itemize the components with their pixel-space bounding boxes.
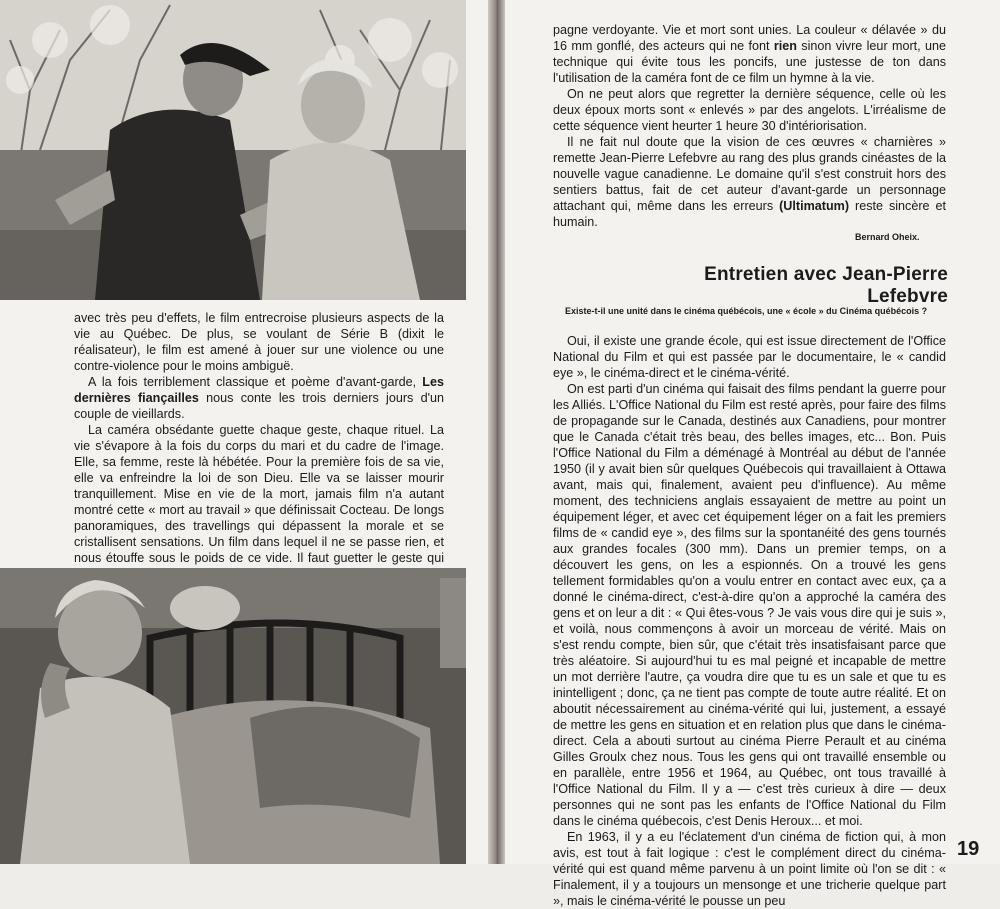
author-signature: Bernard Oheix. [855,232,920,242]
left-paragraph-2 [74,374,444,422]
interview-paragraph-3: En 1963, il y a eu l'éclatement d'un cinéma de fiction qui, à mon avis, est tout à fait logique : c'est le complément direct du cinéma-vérité qui est quand même parvenu à un point limite où l'on se dit : « Finalement, il y a toujours un mensonge et une tricherie quelque part », mais le cinéma-vérité le pousse un peu [553,830,946,908]
review-paragraph-2: On ne peut alors que regretter la dernière séquence, celle où les deux époux morts sont « enlevés » par des angelots. L'irréalisme de cette séquence vient heurter 1 heure 30 d'intériorisation. [553,87,946,133]
left-paragraph-2-end: nous conte les trois derniers jours d'un couple de vieillards. [74,391,445,421]
photo-woman-bedroom-illustration [0,568,466,864]
page-number: 19 [957,838,980,860]
left-paragraph-1: avec très peu d'effets, le film entrecroise plusieurs aspects de la vie au Québec. De plus, se voulant de Série B (dixit le réalisateur), le film est amené à jouer sur une violence ou une contre-violence pour le moins ambiguë. [74,311,444,373]
photo-woman-bedroom [0,568,466,864]
review-paragraph-1-end: sinon vivre leur mort, une technique qui évite tous les poncifs, une justesse de ton dans l'utilisation de la caméra font de ce film un hymne à la vie. [553,39,946,85]
review-bold-title: (Ultimatum) [779,199,850,213]
interview-answer-text [553,333,946,909]
review-bold-word: rien [773,39,797,53]
photo-couple-orchard-illustration [0,0,466,300]
review-conclusion-text [553,22,946,230]
review-paragraph-3 [553,134,946,230]
review-paragraph-1 [553,22,946,86]
review-paragraph-3-end: reste sincère et humain. [553,199,947,229]
interview-paragraph-1: Oui, il existe une grande école, qui est issue directement de l'Office National du Film et qui est passée par le documentaire, le « candid eye », le cinéma-direct et le cinéma-vérité. [553,334,946,380]
review-paragraph-3-start: Il ne fait nul doute que la vision de ces œuvres « charnières » remette Jean-Pierre Lefebvre au rang des plus grands cinéastes de la nouvelle vague canadienne. Le domaine qu'il s'est construit hors des sentiers battus, fait de cet auteur d'avant-garde un personnage attachant qui, même dans les erreurs [553,135,946,213]
interview-heading: Entretien avec Jean-Pierre Lefebvre [704,264,948,307]
left-column-text [74,310,444,598]
left-page [0,0,488,864]
left-paragraph-3: La caméra obsédante guette chaque geste, chaque rituel. La vie s'évapore à la fois du corps du mari et du cadre de l'image. Elle, sa femme, reste là hébétée. Pour la première fois de sa vie, elle va enfreindre la loi de son Dieu. Elle va se laisser mourir tranquillement. Mise en vie de la mort, jamais film n'a autant montré cette « mort au travail » que définissait Cocteau. De longs panoramiques, des travellings qui dépassent la morale et se cristallisent sensations. Un film dans lequel il ne se passe rien, et nous étouffe sous le poids de ce vide. Il faut guetter le geste qui [74,423,444,565]
review-paragraph-1-start: pagne verdoyante. Vie et mort sont unies. La couleur « délavée » du 16 mm gonflé, des acteurs qui ne font [553,23,946,53]
book-gutter [488,0,505,864]
interview-paragraph-2: On est parti d'un cinéma qui faisait des films pendant la guerre pour les Alliés. L'Office National du Film est resté après, pour faire des films de propagande sur le Canada, destinés aux Canadiens, pour montrer que le Canada c'était très beau, des belles images, etc... Bon. Puis l'Office National du Film a déménagé à Montréal au début de l'année 1950 (il y avait bien sûr quelques Québecois qui travaillaient à Ottawa avant, mais qui, finalement, avaient peu d'influence). Au même moment, des techniciens anglais essayaient de mettre au point un équipement léger, et avec cet équipement léger on a fait les premiers films de « candid eye », des films sur la spontanéité des gens tournés aux grandes focales (300 mm). Dans un premier temps, on a découvert les gens, on les a espionnés. On a trouvé les gens tellement formidables qu'on a voulu entrer en contact avec eux, ça a donné le cinéma-direct, c'est-à-dire qu'on a approché la caméra des gens et on leur a dit : « Qui êtes-vous ? Je vais vous dire qui je suis », et voilà, nous commençons à avoir un morceau de vérité. Mais on s'est rendu compte, bien sûr, que c'était très insatisfaisant parce que très aléatoire. Si aujourd'hui tu es mal peigné et incapable de mettre un mot derrière l'autre, ça voudra dire que tu es un sale et que tu es inintelligent ; donc, ça ne tient pas compte de toute autre réalité. Et on aboutit nécessairement au cinéma-vérité qui lui, justement, a essayé de mettre les gens en situation et en relation plus que dans le cinéma-direct. Cela a abouti surtout au cinéma Pierre Perault et au cinéma Gilles Groulx chez nous. Tous les gens qui ont travaillé ensemble ou en parallèle, entre 1956 et 1964, au Québec, ont tous travaillé à l'Office National du Film. Il y a — c'est très curieux à dire — deux personnes qui ne sont pas les enfants de l'Office National du Film dans le cinéma québecois, c'est Denis Heroux... et moi. [553,382,946,828]
film-title: Les dernières fiançailles [74,375,444,405]
left-paragraph-2-start: A la fois terriblement classique et poème d'avant-garde, [88,375,417,389]
photo-couple-orchard [0,0,466,300]
interview-question: Existe-t-il une unité dans le cinéma québécois, une « école » du Cinéma québécois ? [565,306,928,316]
